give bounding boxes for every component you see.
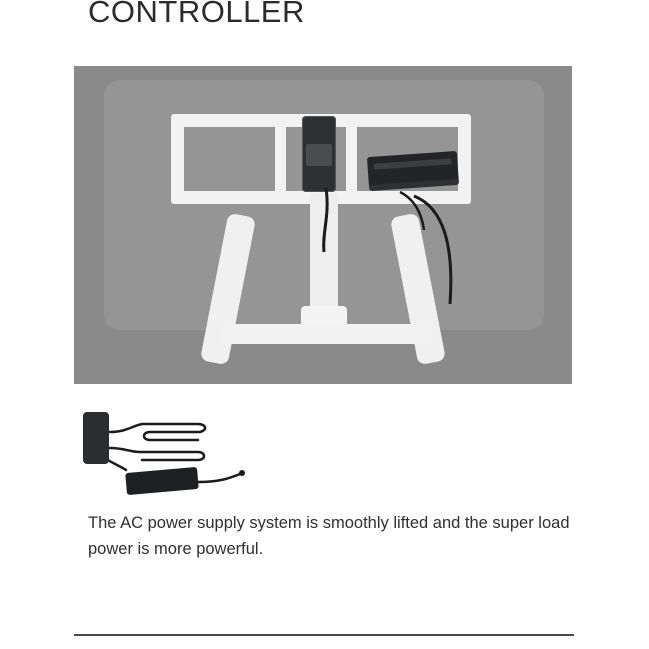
accessory-controller-icon <box>83 412 109 464</box>
cross-beam <box>222 324 432 344</box>
controller-face <box>306 144 332 166</box>
controller-box <box>302 116 336 192</box>
accessory-illustration <box>80 408 290 498</box>
bottom-divider <box>74 634 574 636</box>
page-title: CONTROLLER <box>88 0 305 29</box>
frame-divider-left <box>275 114 286 204</box>
caption-text: The AC power supply system is smoothly lifted and the super load power is more powerful. <box>88 514 570 558</box>
power-supply-strip <box>373 158 451 169</box>
power-cable <box>304 186 474 326</box>
product-photo <box>74 66 572 384</box>
